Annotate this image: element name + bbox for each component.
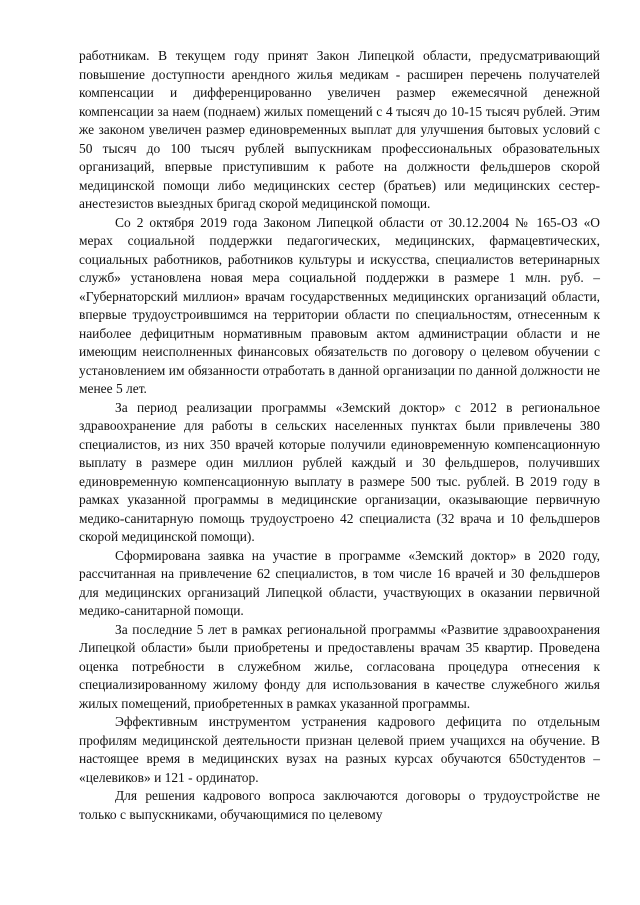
paragraph-2: Со 2 октября 2019 года Законом Липецкой области от 30.12.2004 № 165-ОЗ «О мерах социальной поддержки педагогических, медицинских, фармацевтических, социальных работников, работников культуры и искусства, специалистов ветеринарных служб» установлена новая мера социальной поддержки в размере 1 млн. руб. – «Губернаторский миллион» врачам государственных медицинских организаций области, впервые трудоустроившимся на территории области по специальностям, отнесенным к наиболее дефицитным нормативным правовым актом администрации области и не имеющим неисполненных финансовых обязательств по договору о целевом обучении с установлением им обязанности отработать в данной организации по данной должности не менее 5 лет. — [79, 214, 600, 396]
paragraph-6: Эффективным инструментом устранения кадрового дефицита по отдельным профилям медицинской деятельности признан целевой прием учащихся на обучение. В настоящее время в медицинских вузах на разных курсах обучаются 650студентов – «целевиков» и 121 - ординатор. — [79, 714, 600, 785]
paragraph-1: работникам. В текущем году принят Закон Липецкой области, предусматривающий повышение доступности арендного жилья медикам - расширен перечень получателей компенсации и дифференцированно увеличен размер ежемесячной денежной компенсации за наем (поднаем) жилых помещений с 4 тысяч до 10-15 тысяч рублей. Этим же законом увеличен размер единовременных выплат для улучшения бытовых условий с 50 тысяч до 100 тысяч рублей выпускникам профессиональных образовательных организаций, впервые приступившим к работе на должности фельдшеров скорой медицинской помощи либо медицинских сестер (братьев) или медицинских сестер-анестезистов выездных бригад скорой медицинской помощи. — [79, 48, 600, 211]
paragraph-7: Для решения кадрового вопроса заключаются договоры о трудоустройстве не только с выпускниками, обучающимися по целевому — [79, 788, 600, 822]
paragraph-5: За последние 5 лет в рамках региональной программы «Развитие здравоохранения Липецкой области» были приобретены и предоставлены врачам 35 квартир. Проведена оценка потребности в служебном жилье, согласована процедура отнесения к специализированному жилому фонду для использования в качестве служебного жилья жилых помещений, приобретенных в рамках указанной программы. — [79, 621, 600, 711]
paragraph-3: За период реализации программы «Земский доктор» с 2012 в региональное здравоохранение для работы в сельских населенных пунктах были привлечены 380 специалистов, из них 350 врачей которые получили единовременную компенсационную выплату в размере один миллион рублей каждый и 30 фельдшеров, получивших единовременную компенсационную выплату в размере 500 тыс. рублей. В 2019 году в рамках указанной программы в медицинские организации, оказывающие первичную медико-санитарную помощь трудоустроено 42 специалиста (32 врача и 10 фельдшеров скорой медицинской помощи). — [79, 399, 600, 544]
document-page — [79, 47, 600, 824]
paragraph-4: Сформирована заявка на участие в программе «Земский доктор» в 2020 году, рассчитанная на привлечение 62 специалистов, в том числе 16 врачей и 30 фельдшеров для медицинских организаций Липецкой области, участвующих в оказании первичной медико-санитарной помощи. — [79, 547, 600, 618]
